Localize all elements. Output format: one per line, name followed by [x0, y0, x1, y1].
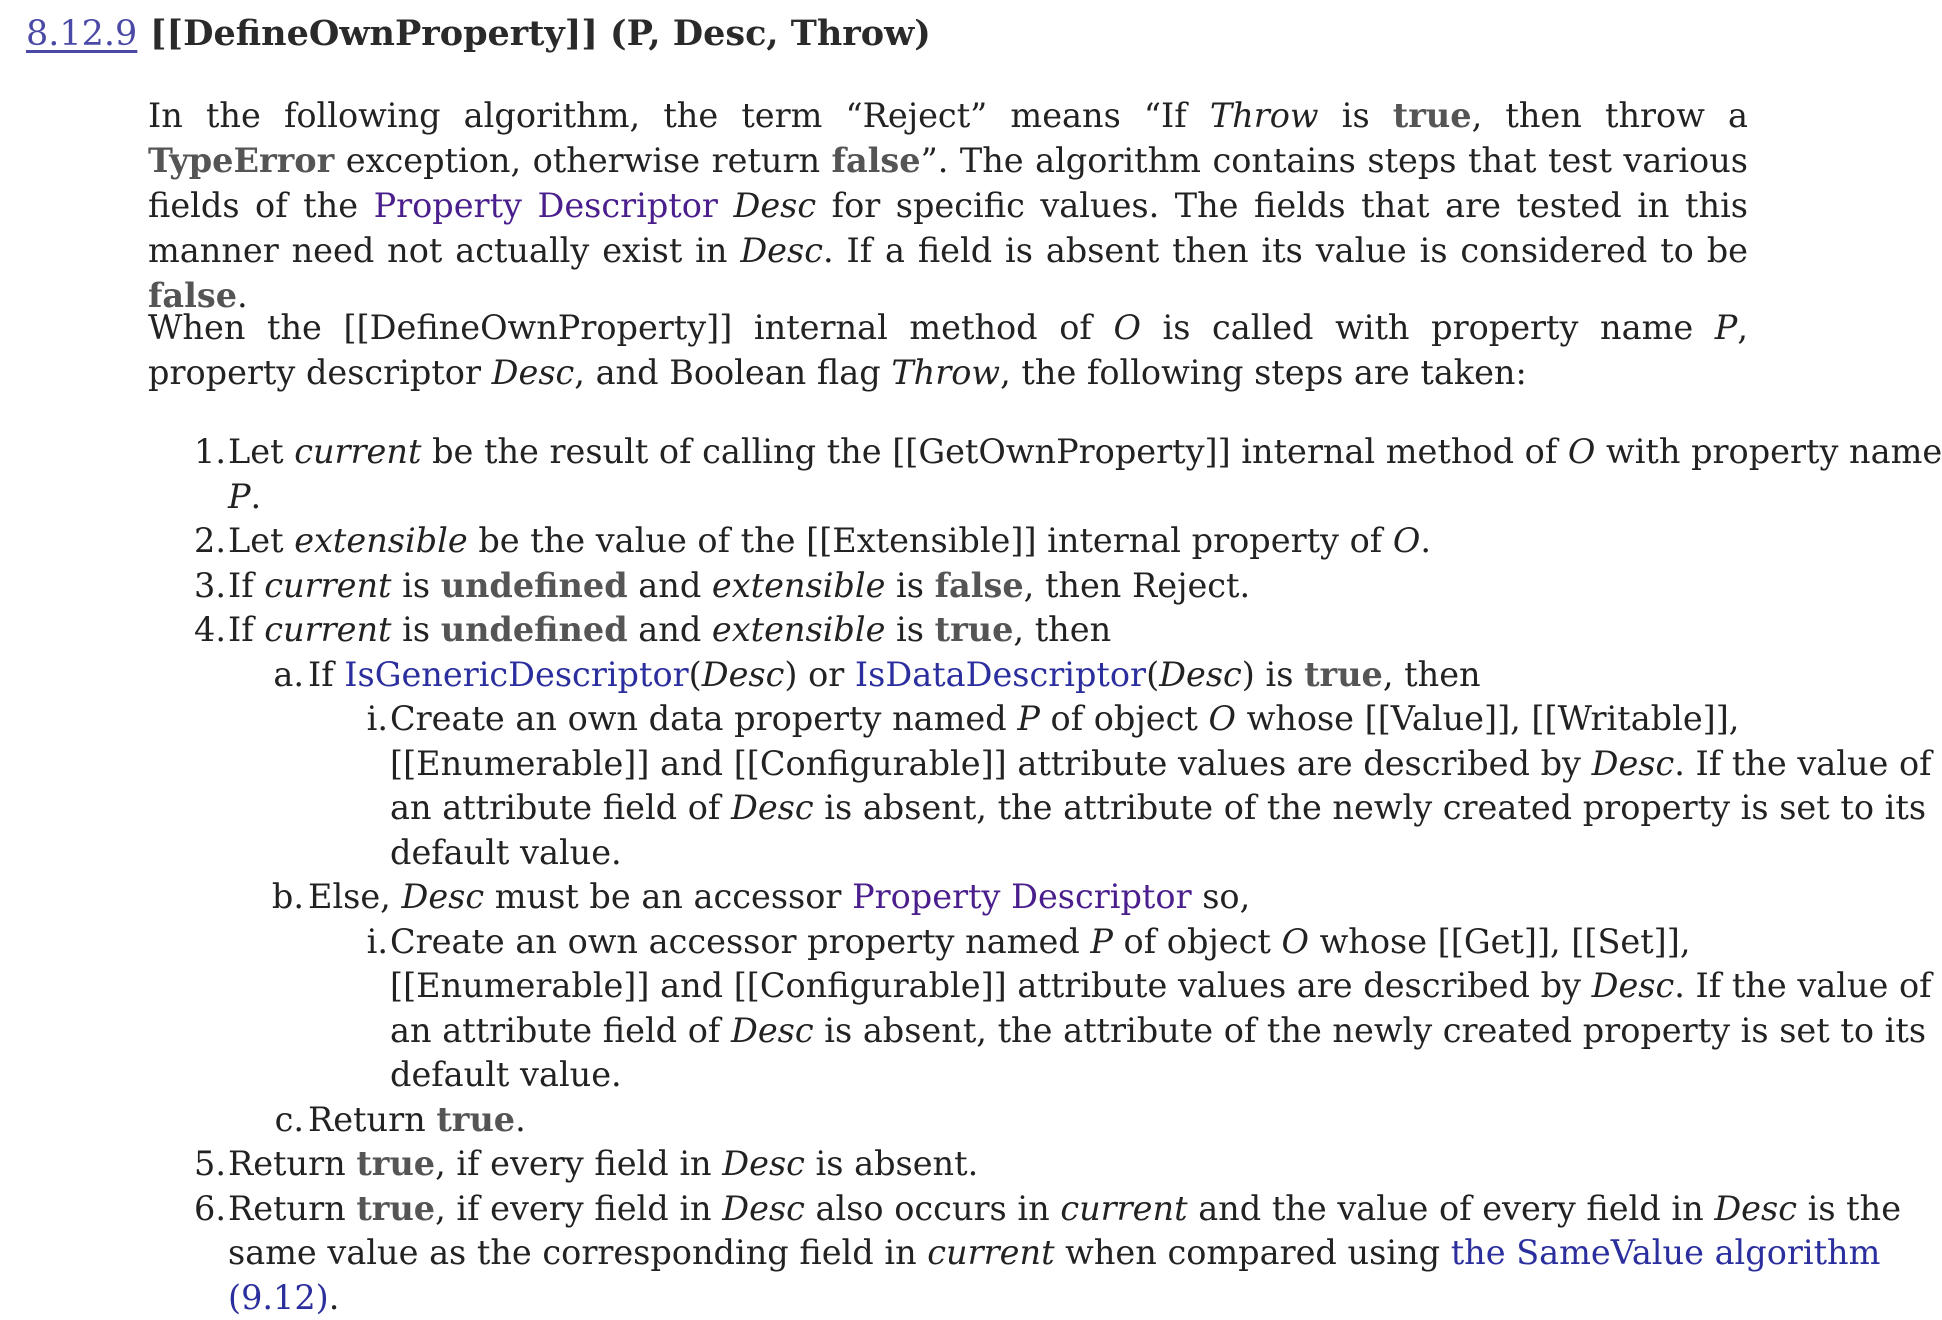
- step-number: 4.: [148, 608, 226, 653]
- intro-paragraph: In the following algorithm, the term “Reject” means “If Throw is true, then throw a TypeError exception, otherwise return false”. The algorithm contains steps that test various fields of the Property Descriptor Desc for specific values. The fields that are tested in this manner need not actually exist in Desc. If a field is absent then its value is considered to be false.: [148, 93, 1748, 318]
- step-number: 5.: [148, 1142, 226, 1187]
- step-5: 5. Return true, if every field in Desc is absent.: [148, 1142, 1748, 1187]
- step-number: c.: [228, 1098, 304, 1143]
- step-number: 1.: [148, 430, 226, 475]
- samevalue-algorithm-link[interactable]: the SameValue algorithm: [1451, 1233, 1881, 1272]
- section-number-link[interactable]: 8.12.9: [26, 12, 150, 56]
- step-4b-i-line-3: an attribute field of Desc is absent, the attribute of the newly created property is set to its: [148, 1009, 1748, 1054]
- step-4: 4. If current is undefined and extensible is true, then: [148, 608, 1748, 653]
- step-number: 2.: [148, 519, 226, 564]
- step-4a-i-line-4: default value.: [148, 831, 1748, 876]
- step-1-continuation: P.: [148, 475, 1748, 520]
- algorithm-steps: [148, 430, 1748, 1320]
- step-number: a.: [228, 653, 304, 698]
- step-4b: b. Else, Desc must be an accessor Property Descriptor so,: [148, 875, 1748, 920]
- is-generic-descriptor-link[interactable]: IsGenericDescriptor: [344, 655, 688, 694]
- step-4a: a. If IsGenericDescriptor(Desc) or IsDataDescriptor(Desc) is true, then: [148, 653, 1748, 698]
- step-4b-i-line-4: default value.: [148, 1053, 1748, 1098]
- step-4a-i-line-3: an attribute field of Desc is absent, the attribute of the newly created property is set to its: [148, 786, 1748, 831]
- step-4b-i-line-2: [[Enumerable]] and [[Configurable]] attribute values are described by Desc. If the value of: [148, 964, 1748, 1009]
- section-title: [[DefineOwnProperty]] (P, Desc, Throw): [150, 13, 931, 54]
- step-6-line-3: (9.12).: [148, 1276, 1748, 1320]
- property-descriptor-link[interactable]: Property Descriptor: [852, 877, 1192, 916]
- step-4c: c. Return true.: [148, 1098, 1748, 1143]
- step-6-line-2: same value as the corresponding field in current when compared using the SameValue algorithm: [148, 1231, 1748, 1276]
- step-3: 3. If current is undefined and extensible is false, then Reject.: [148, 564, 1748, 609]
- step-number: b.: [228, 875, 304, 920]
- step-1: 1. Let current be the result of calling the [[GetOwnProperty]] internal method of O with property name: [148, 430, 1748, 475]
- samevalue-section-link[interactable]: (9.12): [228, 1278, 329, 1317]
- step-6: 6. Return true, if every field in Desc also occurs in current and the value of every field in Desc is the: [148, 1187, 1748, 1232]
- step-number: 6.: [148, 1187, 226, 1232]
- step-4a-i: i. Create an own data property named P of object O whose [[Value]], [[Writable]],: [148, 697, 1748, 742]
- step-4a-i-line-2: [[Enumerable]] and [[Configurable]] attribute values are described by Desc. If the value of: [148, 742, 1748, 787]
- call-paragraph: When the [[DefineOwnProperty]] internal method of O is called with property name P, property descriptor Desc, and Boolean flag Throw, the following steps are taken:: [148, 305, 1748, 395]
- property-descriptor-link[interactable]: Property Descriptor: [374, 186, 718, 225]
- step-2: 2. Let extensible be the value of the [[Extensible]] internal property of O.: [148, 519, 1748, 564]
- step-4b-i: i. Create an own accessor property named P of object O whose [[Get]], [[Set]],: [148, 920, 1748, 965]
- is-data-descriptor-link[interactable]: IsDataDescriptor: [855, 655, 1146, 694]
- step-number: i.: [308, 697, 388, 742]
- step-number: i.: [308, 920, 388, 965]
- step-number: 3.: [148, 564, 226, 609]
- section-heading: [26, 12, 931, 56]
